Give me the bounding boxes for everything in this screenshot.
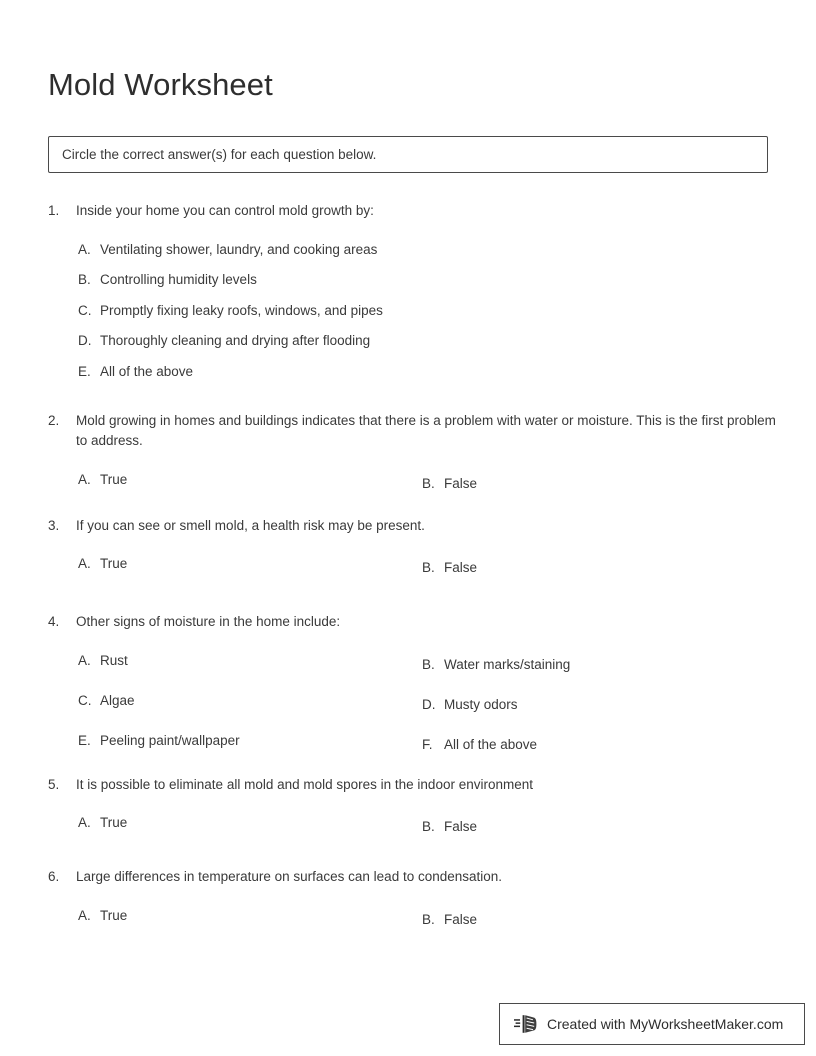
question-text: Large differences in temperature on surfaces can lead to condensation. — [76, 869, 503, 885]
option-letter: A. — [78, 907, 91, 923]
answer-option[interactable] — [48, 270, 778, 290]
question-block — [48, 775, 778, 836]
option-letter: A. — [78, 556, 91, 572]
question-text: Inside your home you can control mold growth by: — [76, 203, 374, 218]
option-label: All of the above — [444, 736, 538, 752]
option-row — [48, 906, 778, 928]
option-label: True — [100, 815, 128, 831]
option-label: Thoroughly cleaning and drying after flooding — [100, 333, 371, 349]
option-letter: A. — [78, 652, 91, 668]
option-letter: B. — [422, 560, 435, 576]
option-row — [48, 731, 778, 753]
option-letter: A. — [78, 815, 91, 831]
question-block — [48, 612, 778, 753]
answer-option[interactable] — [78, 554, 418, 574]
questions-list — [48, 201, 778, 928]
answer-option[interactable] — [422, 558, 772, 578]
question-block — [48, 201, 778, 381]
option-label: False — [444, 819, 478, 835]
option-letter: A. — [78, 471, 91, 487]
option-label: False — [444, 911, 478, 927]
option-letter: A. — [78, 241, 91, 257]
option-group — [48, 240, 778, 382]
answer-option[interactable] — [422, 474, 772, 494]
answer-option[interactable] — [78, 906, 418, 926]
answer-option[interactable] — [78, 813, 418, 833]
answer-option[interactable] — [422, 735, 772, 755]
answer-option[interactable] — [78, 470, 418, 490]
answer-option[interactable] — [48, 240, 778, 260]
instruction-text: Circle the correct answer(s) for each question below. — [62, 147, 377, 162]
option-letter: F. — [422, 736, 433, 752]
option-letter: C. — [78, 692, 92, 708]
question-number: 6. — [48, 869, 60, 885]
footer-badge — [499, 1003, 805, 1045]
question-block — [48, 867, 778, 928]
option-label: True — [100, 471, 128, 487]
question-block — [48, 516, 778, 577]
answer-option[interactable] — [78, 691, 418, 711]
option-letter: B. — [422, 911, 435, 927]
question-number: 4. — [48, 614, 60, 630]
answer-option[interactable] — [48, 301, 778, 321]
answer-option[interactable] — [78, 731, 418, 751]
question-number: 5. — [48, 776, 60, 792]
option-row — [48, 470, 778, 492]
option-group — [48, 813, 778, 835]
option-label: Musty odors — [444, 696, 518, 712]
answer-option[interactable] — [422, 910, 772, 930]
question-text: Other signs of moisture in the home include: — [76, 614, 341, 630]
question-row — [48, 201, 778, 221]
answer-option[interactable] — [48, 362, 778, 382]
option-group — [48, 651, 778, 753]
question-row — [48, 516, 778, 536]
option-label: Rust — [100, 652, 128, 668]
option-label: Promptly fixing leaky roofs, windows, and pipes — [100, 302, 383, 318]
option-label: False — [444, 475, 478, 491]
instruction-box — [48, 136, 768, 173]
question-row — [48, 411, 778, 450]
option-group — [48, 906, 778, 928]
footer-text: Created with MyWorksheetMaker.com — [547, 1016, 784, 1032]
option-letter: D. — [78, 333, 92, 349]
option-letter: C. — [78, 302, 92, 318]
answer-option[interactable] — [422, 655, 772, 675]
question-number: 2. — [48, 413, 60, 429]
answer-option[interactable] — [422, 695, 772, 715]
question-row — [48, 775, 778, 795]
option-row — [48, 691, 778, 713]
option-letter: B. — [422, 475, 435, 491]
option-label: Water marks/staining — [444, 656, 571, 672]
question-number: 3. — [48, 517, 60, 533]
option-letter: B. — [78, 272, 91, 288]
option-label: All of the above — [100, 363, 194, 379]
question-row — [48, 867, 778, 887]
option-group — [48, 470, 778, 492]
option-label: False — [444, 560, 478, 576]
option-letter: E. — [78, 363, 91, 379]
option-label: Ventilating shower, laundry, and cooking areas — [100, 241, 378, 257]
option-label: Peeling paint/wallpaper — [100, 732, 240, 748]
option-letter: B. — [422, 819, 435, 835]
option-label: Controlling humidity levels — [100, 272, 257, 288]
option-row — [48, 813, 778, 835]
option-row — [48, 554, 778, 576]
question-block — [48, 411, 778, 491]
option-letter: D. — [422, 696, 436, 712]
option-label: True — [100, 907, 128, 923]
question-number: 1. — [48, 203, 60, 218]
option-letter: E. — [78, 732, 91, 748]
answer-option[interactable] — [422, 817, 772, 837]
option-letter: B. — [422, 656, 435, 672]
question-text: It is possible to eliminate all mold and mold spores in the indoor environment — [76, 776, 533, 792]
page-title: Mold Worksheet — [48, 66, 273, 102]
question-text: Mold growing in homes and buildings indicates that there is a problem with water or moisture. This is the first problem to address. — [76, 413, 776, 448]
option-row — [48, 651, 778, 673]
question-text: If you can see or smell mold, a health risk may be present. — [76, 517, 425, 533]
option-group — [48, 554, 778, 576]
worksheet-maker-logo-icon — [514, 1013, 540, 1035]
question-row — [48, 612, 778, 632]
option-label: True — [100, 556, 128, 572]
answer-option[interactable] — [48, 331, 778, 351]
answer-option[interactable] — [78, 651, 418, 671]
option-label: Algae — [100, 692, 135, 708]
